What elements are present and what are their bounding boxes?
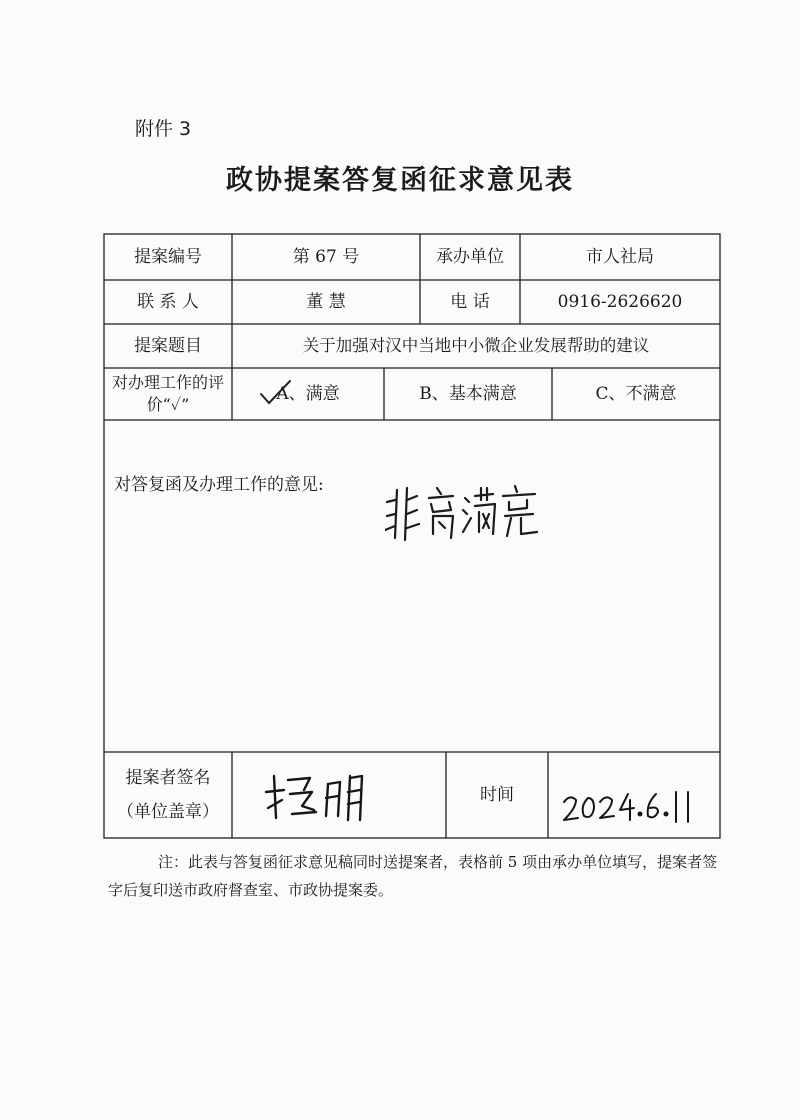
- option-satisfied[interactable]: A、满意: [276, 383, 340, 404]
- label-contact: 联 系 人: [137, 291, 199, 312]
- page-title: 政协提案答复函征求意见表: [226, 165, 574, 196]
- option-not-satisfied[interactable]: C、不满意: [595, 383, 677, 404]
- handwritten-signature-image: [262, 770, 372, 826]
- handwritten-opinion-image: [385, 482, 545, 544]
- option-basically-satisfied[interactable]: B、基本满意: [419, 383, 517, 404]
- value-phone: 0916-2626620: [557, 291, 683, 312]
- label-opinion: 对答复函及办理工作的意见:: [114, 475, 324, 495]
- attachment-label: 附件 3: [135, 118, 192, 140]
- label-time: 时间: [480, 784, 514, 805]
- footnote: 注：此表与答复函征求意见稿同时送提案者，表格前 5 项由承办单位填写，提案者签字后复印送市政府督查室、市政协提案委。: [108, 853, 718, 899]
- label-phone: 电 话: [450, 291, 490, 312]
- label-handling-unit: 承办单位: [436, 246, 504, 267]
- label-evaluation: 对办理工作的评价“✓”: [112, 373, 225, 414]
- value-contact: 董 慧: [306, 291, 346, 312]
- label-topic: 提案题目: [134, 335, 202, 356]
- check-mark-icon: [258, 378, 294, 408]
- value-topic: 关于加强对汉中当地中小微企业发展帮助的建议: [302, 335, 650, 355]
- label-signature: [104, 752, 232, 838]
- value-handling-unit: 市人社局: [586, 246, 654, 267]
- label-proposal-number: 提案编号: [134, 246, 202, 267]
- value-proposal-number: 第 67 号: [292, 246, 360, 267]
- handwritten-date-image: [560, 788, 700, 828]
- label-signature-text: 提案者签名（单位盖章）: [117, 768, 219, 822]
